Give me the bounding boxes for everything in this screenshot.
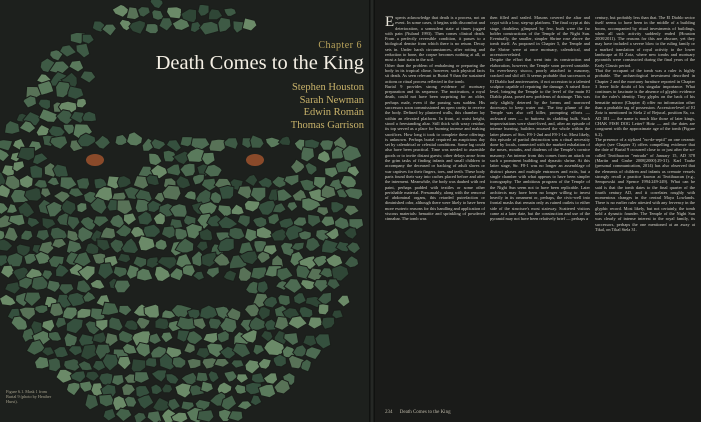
paragraph-text: xperts acknowledge that death is a process, not an event. In some cases, it begins with discomfort and deterioration, a somnolent state at times jogged with pain (Nuland 1993). Then comes clinical death. From a perfectly reversible condition, it passes to a biological demise from which there is no return. Decay sets in. Under harsh circumstances, after rotting and reduction to bone, the corpse becomes nothing at all, at most a faint stain in the soil. — [385, 15, 485, 63]
caption-line: Figure 6.1. Mask 1 from — [6, 389, 47, 394]
figure-caption — [6, 389, 76, 404]
page-number: 234 — [385, 410, 393, 415]
mosaic-tile — [7, 253, 23, 267]
mask-eye-inlay — [246, 154, 264, 166]
mask-eye-inlay — [86, 154, 104, 166]
caption-line: Burial 9 (photo by Heather — [6, 394, 52, 399]
mosaic-tile — [318, 304, 329, 315]
page-footer — [385, 410, 585, 415]
mosaic-tile — [197, 410, 214, 422]
author-name: Stephen Houston — [291, 82, 364, 93]
mosaic-tile — [177, 317, 196, 330]
paragraph: century, but probably less than that. The El Diablo sector itself seems to have been in the middle of a building boom, accompanied by ritual investments of buildings, when all such activity suddenly ended (Houston 2008/2011). The reasons for this are obscure, yet they may have included a severe blow to the ruling family or a marked translation of royal activity to the lower landscape at El Zotz, where new tombs and mortuary pyramids were constructed during the final years of the Early Classic period. — [595, 15, 695, 68]
chapter-title: Death Comes to the King — [155, 52, 364, 74]
mosaic-tile — [146, 358, 157, 368]
paragraph: Despite the effort that went into its construction and elaboration, however, the Temple soon proved unstable. Its even-heavy stucco, poorly attached to masonry, cracked and slid off. It seems probable that successors at El Diablo had anniversaries, if not accession to a talented sculptor capable of repairing the damage. A raised floor level, bringing the Temple to the level of the main El Diablo plaza, posed new problems of drainage. This was only slightly deterred by the berms and narrowed doorways to keep water out. The tiny plume of the Temple was also cell killer, prompting efforts — awkward ones — to buttress its cladding bulk. Such improvisations were short-lived, and, after an episode of intense burning, builders encased the whole within the latter phases of Strs. F8-1-2nd and F8-1-1st. Most likely, this episode of partial destruction was a ritual necessity done by locals, connected with the marked exhalation of the noses, mouths, and diadems of the Temple's cornice masonry. An intense from this comes from an attack on such a prominent building and dynastic shrine. At this latter stage, Str. F8-1 was no longer an assemblage of distinct phases and multiple entrances and exits, but a single chamber with what appears to have been simpler iconography. The ambitious program of the Temple of the Night Sun seem not to have been replicable. Later architects may have been no longer willing to invest heavily in its ornament or, perhaps, the civic-well into frontal masks that remain only as ruined outlets to either side of the structure's most stairway. Scattered visitors came at a later date, but the construction and use of the pyramid may not have been relatively brief — perhaps a — [490, 57, 590, 222]
right-page — [375, 0, 701, 422]
mosaic-tile — [234, 384, 246, 394]
paragraph: The presence of a stylized "no-de-reptil" on one ceramic object (see Chapter 3) offers compelling evidence that the date of Burial 9 occurred close to or just after the so-called Teotihuacan "entrada" of January 15, AD 378 (Martin and Grube 2008[2000]:29-31). Karl Taube (personal communication, 2014) has also observed that the elements of children and infants as cremate vessels strongly recall a practice known at Teotihuacan (e.g., Sempowski and Spence 1994:249-249). What can be said is that the tomb dates to the final quarter of the fourth century AD, and it correlates roughly with momentous changes in the central Maya Lowlands. There is no earlier ruler attested with any fervency in the glyphic record. Most likely, but not certainly, the tomb held a dynastic founder. The Temple of the Night Sun was clearly of intense interest to the royal family, its successors, perhaps the one mentioned at an away at Tikal, on Tikal Stela 31. — [595, 136, 695, 232]
chapter-label: Chapter 6 — [318, 40, 362, 51]
text-column-1 — [385, 15, 485, 403]
caption-line: Hurst). — [6, 399, 18, 404]
mosaic-tile — [258, 384, 275, 398]
mosaic-tile — [48, 358, 61, 372]
running-head: Death Comes to the King — [399, 410, 451, 415]
mosaic-tile — [278, 295, 291, 307]
mosaic-tile — [146, 175, 159, 186]
mosaic-tile — [145, 24, 158, 34]
paragraph — [385, 15, 485, 63]
paragraph: then filled and sealed. Masons covered the altar and crypt with a low, step-up platform. The final crypt at this stage, doubtless glimpsed by few, built were the far bolder constructions of the Temple of the Night Sun. Eventually, the smaller, simpler Shrine rose above the tomb itself. As proposed in Chapter 5, the Temple and the Shrine were at once mortuary, calendrical, and accession-related. — [490, 15, 590, 58]
author-name: Thomas Garrison — [290, 119, 364, 131]
mosaic-tile — [30, 165, 43, 179]
paragraph: Burial 9 provides strong evidence of mortuary preparation and its sequence. The motivation, a royal death, could not have been surprising for an older, perhaps male, even if the passing was sudden. His successors soon commissioned an open cavity to receive the body. Defined by plastered walls, this chamber lay within an elevated platform. In front, at waist height, stood a freestanding altar. Still thick with waxy residue, its top served as a place for burning incense and making sacrifices. How long it took to complete these offerings is unknown. Perhaps burial required an auspicious day set by calendrical or celestial conditions. Some lag could also have been practical. Time was needed to assemble goods or to invite distant guests; other delays arose from the grim tasks of finding infants and small children to accompany the deceased or backing of adult slaves or war captives for their fingers, toes, and teeth. These body parts found their way into caches placed before and after the interment. Meanwhile, the body was daubed with red paint, perhaps padded with textiles or some other perishable material. Presumably, along with the removal of abdominal organs, this retarded putrefaction or diminished odor, although there were likely to have been more esoteric reasons for this handling and application of viscous materials: hematite and sprinkling of powdered cinnabar. The tomb was — [385, 83, 485, 222]
author-name: Edwin Román — [303, 107, 364, 119]
text-column-3 — [595, 15, 695, 403]
paragraph: That the occupant of the tomb was a ruler is highly probable. The archaeological investment described in Chapter 2 and the mortuary furniture reported in Chapter 3 leave little doubt of his singular importance. What continues to fascinate is the absence of glyphic evidence for the ruler's identity. Tiny glyphs on the back of his hematite mirror (Chapter 4) offer no information other than a probable tag of possession. Accession-level of El Zotz is mentioned in Stela 2 of Bejucal, position 8a, ca. AD 381 — the name is much like those of later kings, CHAK FISH DOG Letter? Hotz — and the dates are congruent with the approximate age of the tomb (Figure 6.2). — [595, 67, 695, 137]
author-name: Sarah Newman — [299, 94, 364, 106]
text-column-2 — [490, 15, 590, 403]
drop-cap: E — [385, 15, 395, 30]
paragraph: Other than the problem of embalming or preparing the body in its tropical clime, however, such physical facts sit death. As seen relevant to Burial 9 than the sustained actions or ritual process reflected in the tomb. — [385, 62, 485, 84]
mosaic-tile — [219, 185, 234, 199]
mosaic-tile — [209, 139, 225, 152]
author-list — [200, 82, 364, 132]
